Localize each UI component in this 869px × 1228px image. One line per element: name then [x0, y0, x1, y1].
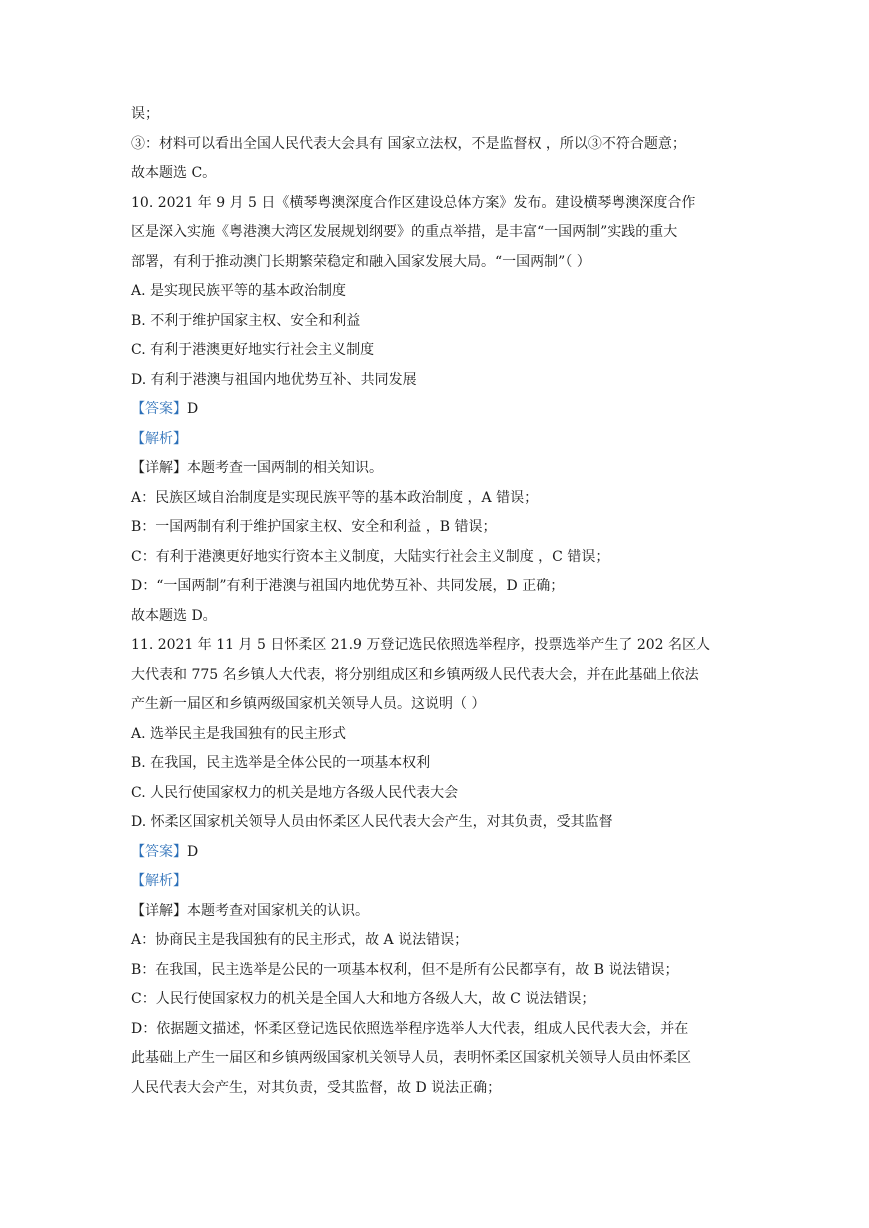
q11-option-a: A. 选举民主是我国独有的民主形式 [131, 725, 347, 742]
q11-stem-line-1: 11. 2021 年 11 月 5 日怀柔区 21.9 万登记选民依照选举程序，投票选举产生了 202 名区人 [131, 637, 711, 653]
q11-option-c: C. 人民行使国家权力的机关是地方各级人民代表大会 [131, 784, 459, 801]
q10-stem-line-1: 10. 2021 年 9 月 5 日《横琴粤澳深度合作区建设总体方案》发布。建设横琴粤澳深度合作 [131, 194, 696, 211]
q11-answer [131, 838, 741, 868]
q10-stem-line-3: 部署，有利于推动澳门长期繁荣稳定和融入国家发展大局。“一国两制”（ ） [131, 253, 591, 270]
q10-explain-b: B：一国两制有利于维护国家主权、安全和利益 ，B 错误； [131, 519, 497, 535]
continuation-line-3: 故本题选 C。 [131, 165, 217, 181]
q10-explain-c: C：有利于港澳更好地实行资本主义制度，大陆实行社会主义制度 ，C 错误； [131, 548, 610, 565]
q10-option-d: D. 有利于港澳与祖国内地优势互补、共同发展 [131, 371, 417, 388]
q11-explain-d-line-2: 此基础上产生一届区和乡镇两级国家机关领导人员，表明怀柔区国家机关领导人员由怀柔区 [131, 1050, 691, 1066]
q10-conclusion: 故本题选 D。 [131, 607, 217, 624]
continuation-line-1: 误； [131, 106, 159, 122]
q11-explain-a: A：协商民主是我国独有的民主形式，故 A 说法错误； [131, 932, 469, 948]
q11-explain-c: C：人民行使国家权力的机关是全国人大和地方各级人大，故 C 说法错误； [131, 991, 596, 1007]
question-10 [131, 189, 741, 632]
q11-option-b: B. 在我国，民主选举是全体公民的一项基本权利 [131, 755, 431, 771]
detail-text: 本题考查对国家机关的认识。 [187, 902, 369, 919]
detail-tag: 【详解】 [131, 902, 187, 919]
question-11 [131, 631, 741, 1103]
q11-detail [131, 897, 741, 927]
q10-answer [131, 395, 741, 425]
answer-value: D [187, 401, 199, 417]
document-page [131, 100, 741, 1103]
q11-explain-d-line-1: D：依据题文描述，怀柔区登记选民依照选举程序选举人大代表，组成人民代表大会，并在 [131, 1020, 689, 1037]
q10-explain-d: D：“一国两制”有利于港澳与祖国内地优势互补、共同发展，D 正确； [131, 578, 565, 594]
q10-explain-a: A：民族区域自治制度是实现民族平等的基本政治制度 ，A 错误； [131, 489, 539, 506]
q11-stem-line-3: 产生新一届区和乡镇两级国家机关领导人员。这说明（ ） [131, 696, 486, 712]
q10-option-b: B. 不利于维护国家主权、安全和利益 [131, 312, 361, 329]
q11-stem-line-2: 大代表和 775 名乡镇人大代表，将分别组成区和乡镇两级人民代表大会，并在此基础上依法 [131, 666, 699, 683]
q10-option-a: A. 是实现民族平等的基本政治制度 [131, 283, 347, 299]
q11-option-d: D. 怀柔区国家机关领导人员由怀柔区人民代表大会产生，对其负责，受其监督 [131, 814, 613, 830]
answer-tag: 【答案】 [131, 843, 187, 860]
q10-detail [131, 454, 741, 484]
continuation-line-2: ③：材料可以看出全国人民代表大会具有 国家立法权，不是监督权 ，所以③不符合题意； [131, 135, 686, 152]
q10-option-c: C. 有利于港澳更好地实行社会主义制度 [131, 342, 375, 358]
q11-analysis [131, 867, 741, 897]
detail-text: 本题考查一国两制的相关知识。 [187, 460, 383, 476]
q10-analysis [131, 425, 741, 455]
answer-value: D [187, 843, 199, 860]
q11-explain-b: B：在我国，民主选举是公民的一项基本权利，但不是所有公民都享有，故 B 说法错误； [131, 961, 679, 978]
q11-explain-d-line-3: 人民代表大会产生，对其负责，受其监督，故 D 说法正确； [131, 1079, 502, 1096]
detail-tag: 【详解】 [131, 460, 187, 476]
q10-stem-line-2: 区是深入实施《粤港澳大湾区发展规划纲要》的重点举措，是丰富“一国两制”实践的重大 [131, 224, 678, 240]
answer-tag: 【答案】 [131, 401, 187, 417]
analysis-tag: 【解析】 [131, 873, 187, 889]
analysis-tag: 【解析】 [131, 430, 187, 447]
